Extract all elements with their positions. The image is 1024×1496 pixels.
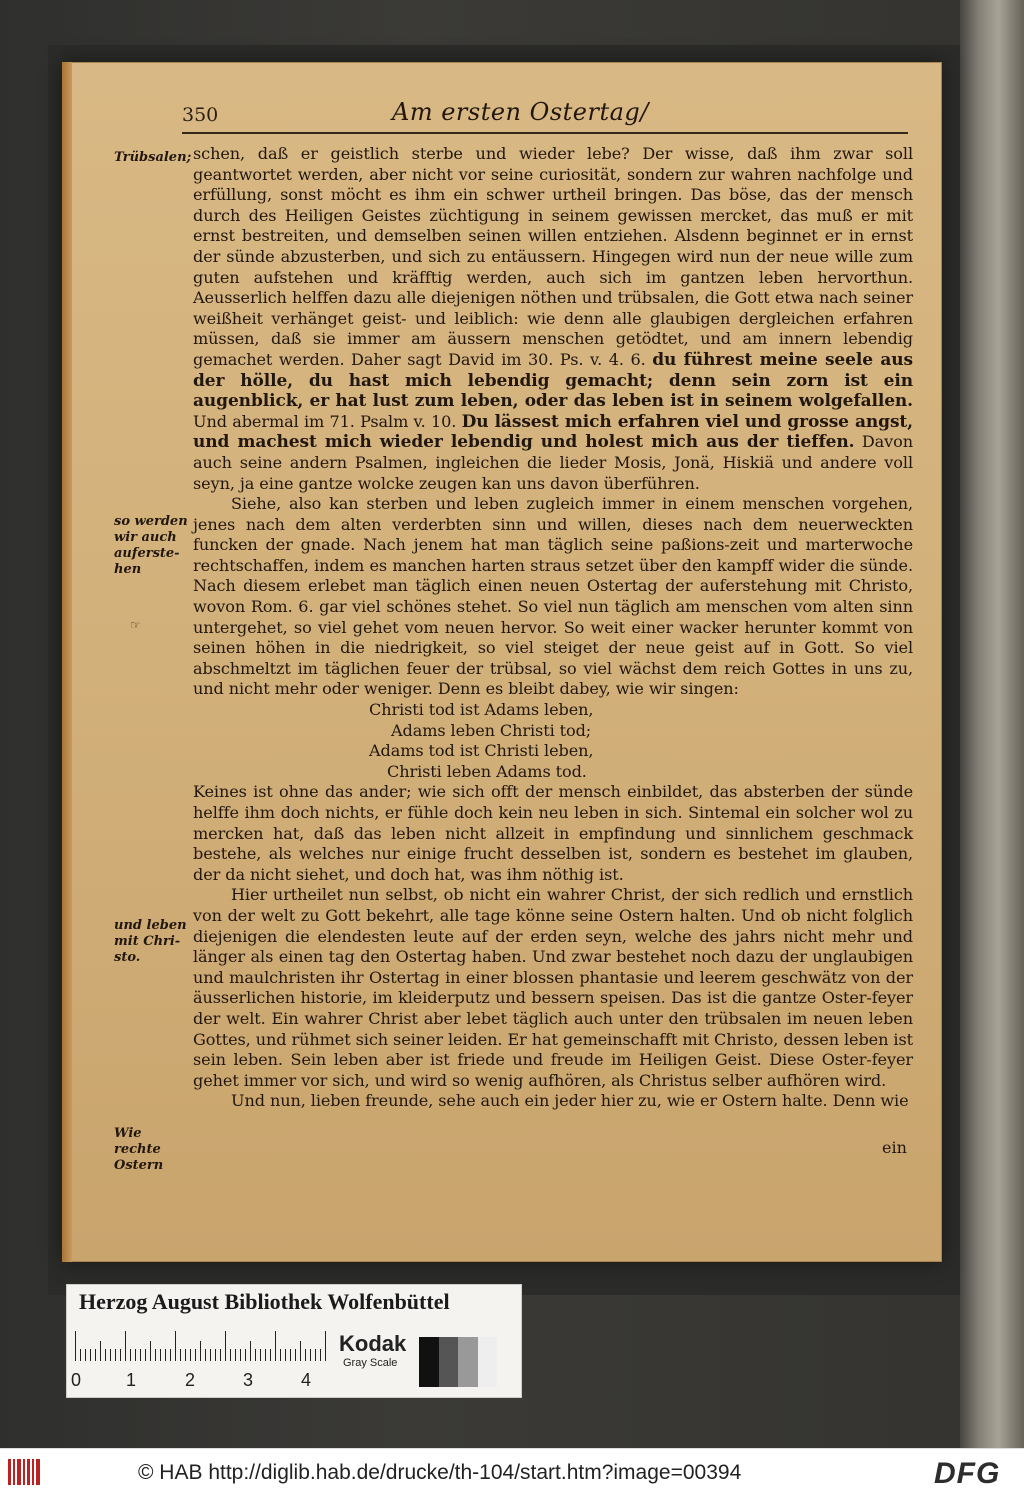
ruler-tick [115,1349,116,1361]
verse-line: Adams tod ist Christi leben, [369,741,594,761]
ruler-number: 4 [301,1370,312,1390]
ruler-scale [75,1331,330,1361]
ruler-tick [180,1349,181,1361]
ruler-tick [220,1349,221,1361]
ruler-tick [105,1349,106,1361]
ruler-tick [260,1349,261,1361]
ruler-tick [135,1349,136,1361]
verse-line: Christi tod ist Adams leben, [369,700,594,720]
ruler-tick [185,1349,186,1361]
ruler-tick [145,1349,146,1361]
gray-scale-label: Gray Scale [343,1357,398,1369]
hymn-verse [193,700,913,782]
ruler-tick [235,1349,236,1361]
ruler-tick [265,1349,266,1361]
ruler-tick [150,1341,151,1361]
ruler-tick [90,1349,91,1361]
ruler-tick [305,1349,306,1361]
copyright-url[interactable]: © HAB http://diglib.hab.de/drucke/th-104/start.htm?image=00394 [138,1461,742,1484]
paragraph: Und nun, lieben freunde, sehe auch ein jeder hier zu, wie er Ostern halte. Denn wie [231,1091,909,1111]
ruler-tick [170,1349,171,1361]
text-run: Und abermal im 71. Psalm v. 10. [193,411,457,431]
ruler-tick [255,1349,256,1361]
ruler-tick [190,1349,191,1361]
ruler-number: 3 [243,1370,254,1390]
page-number: 350 [182,104,219,126]
paragraph: Keines ist ohne das ander; wie sich offt der mensch einbildet, das absterben der sünde helffe ihm doch nichts, er fühle doch kein neu leben in sich. Sintemal ein solcher wol zu mercken hat, daß das leben nicht allzeit in empfindung und sinnlichem geschmack bestehe, als welches nur einige frucht desselben ist, sondern es bestehet im glauben, der da nicht siehet, und doch hat, was ihm nöthig ist. [193,782,913,884]
paragraph [193,144,913,494]
text-run: schen, daß er geistlich sterbe und wieder lebe? Der wisse, daß ihm zwar soll geantwortet werden, aber nicht vor seine curiosität, sondern zur wahren nachfolge und erfüllung, sonst möcht es ihm ein schwer urtheil bringen. Das böse, das der mensch durch des Heiligen Geistes züchtigung in seinem gewissen mercket, das muß er mit ernst bestreiten, und demselben seinen willen entziehen. Alsdenn beginnet er in ernst der sünde abzusterben, und sich zu entäussern. Hingegen wird nun der neue wille zum guten aufstehen und kräfftig werden, auch sich im gantzen leben hervorthun. Aeusserlich helffen dazu alle diejenigen nöthen und trübsalen, die Gott etwa nach seiner weißheit verhänget geist- und leiblich: wie denn alle glaubigen dergleichen erfahren müssen, daß sie immer am äussern menschen getödtet, und am innern lebendig gemachet werden. Daher sagt David im 30. Ps. v. 4. 6. [193,144,913,369]
ruler-tick [310,1349,311,1361]
footer-bar [0,1448,1024,1496]
ruler-tick [205,1349,206,1361]
ruler-tick [130,1349,131,1361]
ruler-tick [215,1349,216,1361]
ruler-tick [195,1349,196,1361]
paragraph: Hier urtheilet nun selbst, ob nicht ein wahrer Christ, der sich redlich und ernstlich von der welt zu Gott bekehrt, alle tage könne seine Ostern halten. Und ob nicht folglich diejenigen die elendesten leute auf der erden seyn, welche des jahrs nicht mehr und länger als einen tag den Ostertag haben. Und zwar bestehet noch dazu der unglaubigen und maulchristen ihr Ostertag in einer blossen phantasie und leerem geschwätz von der äusserlichen historie, im kleiderputz und bessern speisen. Das ist die gantze Oster-feyer der welt. Ein wahrer Christ aber lebet täglich auch unter den trübsalen im neuen leben Gottes, und rühmet sich seiner leiden. Er hat gemeinschafft mit Christo, dessen leben ist sein leben. Sein leben aber ist friede und freude im Heiligen Geist. Diese Oster-feyer gehet immer vor sich, und wird so wenig aufhören, als Christus selber aufhören wird. [193,885,913,1090]
library-title: Herzog August Bibliothek Wolfenbüttel [79,1289,450,1314]
ruler-tick [95,1349,96,1361]
marginal-note: und leben mit Chri-sto. [114,918,187,965]
ruler-tick [320,1349,321,1361]
ruler-tick [210,1349,211,1361]
ruler-tick [140,1349,141,1361]
ruler-tick [175,1331,176,1361]
ruler-number: 2 [185,1370,196,1390]
ruler-tick [325,1331,326,1361]
ruler-tick [245,1349,246,1361]
verse-line: Adams leben Christi tod; [391,720,592,740]
color-scale-card [66,1284,522,1398]
kodak-label: Kodak [339,1331,407,1356]
ruler-tick [295,1349,296,1361]
ruler-tick [120,1349,121,1361]
pointing-hand-mark: ☞ [130,618,141,632]
ruler-tick [280,1349,281,1361]
ruler-tick [160,1349,161,1361]
ruler-tick [200,1341,201,1361]
running-head: Am ersten Ostertag/ [392,98,649,126]
ruler-number: 1 [126,1370,137,1390]
text-run: Davon auch seine andern Psalmen, ingleichen die lieder Mosis, Jonä, Hiskiä und andere voll seyn, ja eine gantze wolcke zeugen kan uns davon überführen. [193,432,913,493]
ruler-tick [230,1349,231,1361]
ruler-tick [85,1349,86,1361]
gray-scale-patches [419,1337,497,1387]
ruler-tick [125,1331,126,1361]
paragraph: Siehe, also kan sterben und leben zugleich immer in einem menschen vorgehen, jenes nach dem alten verderbten sinn und willen, dieses nach dem neuerweckten funcken der gnade. Nach jenem hat man täglich seine paßions-zeit und marterwoche rechtschaffen, indem es manchen harten straus setzet über den kampff wider die sünde. Nach diesem erlebet man täglich einen neuen Ostertag der auferstehung mit Christo, wovon Rom. 6. gar viel schönes stehet. So viel nun täglich am menschen vom alten sinn untergehet, so viel gehet vom neuen hervor. So weit einer wacker herunter kommt von seinen höhen in die niedrigkeit, so viel steiget der neue geist auf in Gott. So viel abschmeltzt im täglichen feuer der trübsal, so viel wächst dem reich Gottes in uns zu, und nicht mehr oder weniger. Denn es bleibt dabey, wie wir singen: [193,494,913,699]
ruler-tick [165,1349,166,1361]
scripture-quote: Du lässest mich erfahren viel und grosse angst, und machest mich wieder lebendig und holest mich aus der tieffen. [193,411,913,453]
ruler-tick [300,1341,301,1361]
dfg-logo: DFG [934,1457,1001,1490]
ruler-tick [290,1349,291,1361]
header-rule [182,132,908,134]
next-page-edge [960,0,1024,1448]
ruler-tick [100,1341,101,1361]
scripture-quote: du führest meine seele aus der hölle, du hast mich lebendig gemacht; denn sein zorn ist ein augenblick, er hat lust zum leben, oder das leben ist in seinem wolgefallen. [193,349,913,412]
ruler-tick [285,1349,286,1361]
ruler-tick [75,1331,76,1361]
barcode-icon [8,1459,40,1485]
ruler-tick [275,1331,276,1361]
ruler-tick [80,1349,81,1361]
book-page [62,62,942,1262]
marginal-note: Wie rechte Ostern [114,1126,164,1173]
ruler-tick [250,1341,251,1361]
catchword: ein [882,1138,907,1157]
ruler-tick [155,1349,156,1361]
ruler-tick [240,1349,241,1361]
ruler-number: 0 [71,1370,82,1390]
ruler-tick [270,1349,271,1361]
ruler-tick [225,1331,226,1361]
verse-line: Christi leben Adams tod. [387,761,587,781]
body-text [193,144,913,1112]
marginal-note: Trübsalen; [114,150,192,165]
ruler-tick [110,1349,111,1361]
marginal-note: so werden wir auch auferste-hen [114,514,188,577]
ruler-numbers [71,1370,331,1392]
ruler-tick [315,1349,316,1361]
